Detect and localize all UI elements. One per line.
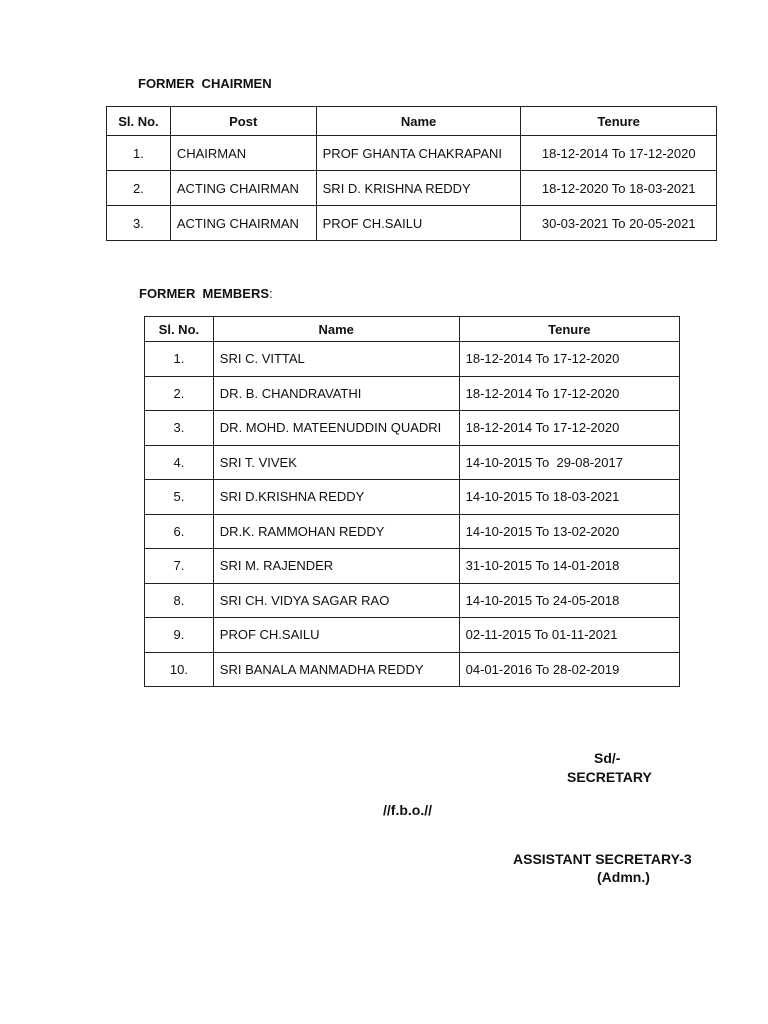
name-cell: SRI T. VIVEK <box>213 445 459 480</box>
name-cell: SRI C. VITTAL <box>213 342 459 377</box>
table-row <box>145 514 680 549</box>
tenure-cell: 14-10-2015 To 24-05-2018 <box>459 583 679 618</box>
assistant-secretary-title: ASSISTANT SECRETARY-3 <box>513 851 692 867</box>
sl-no-cell: 7. <box>145 549 214 584</box>
table-row <box>145 549 680 584</box>
table-row <box>145 583 680 618</box>
table-row <box>145 652 680 687</box>
sl-no-cell: 3. <box>107 206 171 241</box>
table-row <box>107 171 717 206</box>
post-cell: ACTING CHAIRMAN <box>170 171 316 206</box>
name-cell: SRI CH. VIDYA SAGAR RAO <box>213 583 459 618</box>
tenure-cell: 18-12-2014 To 17-12-2020 <box>459 376 679 411</box>
tenure-cell: 18-12-2014 To 17-12-2020 <box>459 411 679 446</box>
tenure-cell: 14-10-2015 To 13-02-2020 <box>459 514 679 549</box>
column-header-name: Name <box>316 107 521 136</box>
sl-no-cell: 5. <box>145 480 214 515</box>
tenure-cell: 30-03-2021 To 20-05-2021 <box>521 206 717 241</box>
former-members-table <box>144 316 680 687</box>
table-header-row <box>107 107 717 136</box>
name-cell: SRI BANALA MANMADHA REDDY <box>213 652 459 687</box>
tenure-cell: 14-10-2015 To 29-08-2017 <box>459 445 679 480</box>
admn-text: (Admn.) <box>597 869 650 885</box>
name-cell: SRI D.KRISHNA REDDY <box>213 480 459 515</box>
name-cell: PROF CH.SAILU <box>213 618 459 653</box>
table-row <box>145 480 680 515</box>
name-cell: SRI M. RAJENDER <box>213 549 459 584</box>
tenure-cell: 18-12-2014 To 17-12-2020 <box>459 342 679 377</box>
sl-no-cell: 3. <box>145 411 214 446</box>
former-chairmen-heading: FORMER CHAIRMEN <box>138 76 272 91</box>
sl-no-cell: 2. <box>145 376 214 411</box>
tenure-cell: 14-10-2015 To 18-03-2021 <box>459 480 679 515</box>
name-cell: PROF GHANTA CHAKRAPANI <box>316 136 521 171</box>
column-header-post: Post <box>170 107 316 136</box>
sl-no-cell: 9. <box>145 618 214 653</box>
fbo-text: //f.b.o.// <box>383 802 432 818</box>
name-cell: DR.K. RAMMOHAN REDDY <box>213 514 459 549</box>
column-header-sl-no: Sl. No. <box>145 317 214 342</box>
column-header-sl-no: Sl. No. <box>107 107 171 136</box>
name-cell: PROF CH.SAILU <box>316 206 521 241</box>
sl-no-cell: 4. <box>145 445 214 480</box>
former-members-heading-colon: : <box>269 286 273 301</box>
sl-no-cell: 6. <box>145 514 214 549</box>
secretary-title: SECRETARY <box>567 769 652 785</box>
former-members-heading <box>139 286 273 301</box>
table-row <box>145 411 680 446</box>
table-row <box>107 136 717 171</box>
column-header-name: Name <box>213 317 459 342</box>
tenure-cell: 31-10-2015 To 14-01-2018 <box>459 549 679 584</box>
table-row <box>145 376 680 411</box>
sd-text: Sd/- <box>594 750 621 766</box>
sl-no-cell: 10. <box>145 652 214 687</box>
sl-no-cell: 2. <box>107 171 171 206</box>
tenure-cell: 18-12-2020 To 18-03-2021 <box>521 171 717 206</box>
sl-no-cell: 8. <box>145 583 214 618</box>
table-row <box>145 445 680 480</box>
post-cell: CHAIRMAN <box>170 136 316 171</box>
table-row <box>107 206 717 241</box>
former-members-heading-text: FORMER MEMBERS <box>139 286 269 301</box>
tenure-cell: 02-11-2015 To 01-11-2021 <box>459 618 679 653</box>
name-cell: DR. B. CHANDRAVATHI <box>213 376 459 411</box>
name-cell: DR. MOHD. MATEENUDDIN QUADRI <box>213 411 459 446</box>
sl-no-cell: 1. <box>107 136 171 171</box>
tenure-cell: 18-12-2014 To 17-12-2020 <box>521 136 717 171</box>
table-row <box>145 342 680 377</box>
column-header-tenure: Tenure <box>459 317 679 342</box>
table-header-row <box>145 317 680 342</box>
table-row <box>145 618 680 653</box>
former-chairmen-table <box>106 106 717 241</box>
column-header-tenure: Tenure <box>521 107 717 136</box>
name-cell: SRI D. KRISHNA REDDY <box>316 171 521 206</box>
post-cell: ACTING CHAIRMAN <box>170 206 316 241</box>
sl-no-cell: 1. <box>145 342 214 377</box>
tenure-cell: 04-01-2016 To 28-02-2019 <box>459 652 679 687</box>
